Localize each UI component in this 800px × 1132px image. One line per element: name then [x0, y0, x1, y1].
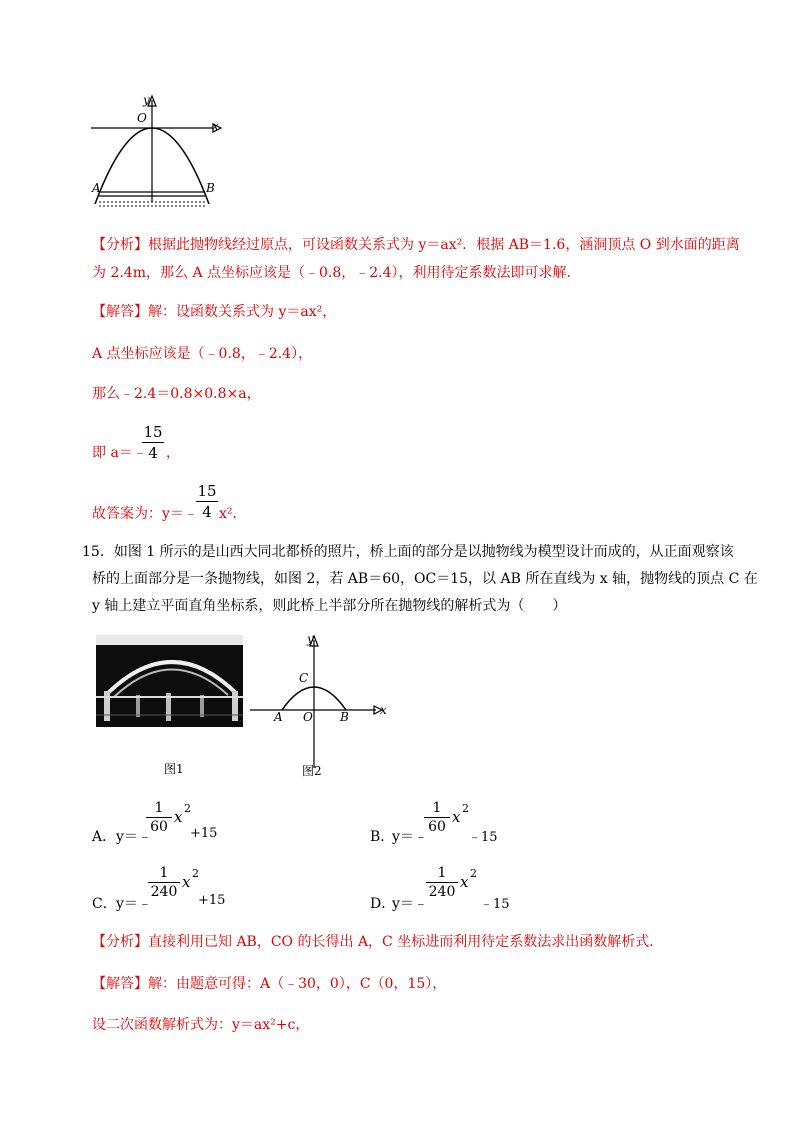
frac-bar: [424, 817, 450, 818]
fig2-x-label: x: [380, 703, 387, 717]
fig2-y-label: y: [307, 632, 314, 646]
option-x: x: [460, 873, 469, 891]
question-15-line3: y 轴上建立平面直角坐标系，则此桥上半部分所在抛物线的解析式为（ ）: [92, 598, 567, 614]
analysis-15: [92, 933, 663, 951]
fig2-b-label: B: [340, 710, 349, 724]
bridge-coordinate-figure: [248, 632, 388, 772]
option-c[interactable]: [92, 862, 352, 910]
option-exponent: 2: [192, 867, 199, 880]
option-a[interactable]: [92, 800, 352, 848]
answer-15-line1: [92, 975, 446, 993]
analysis-14-line2: 为 2.4m，那么 A 点坐标应该是（﹣0.8，﹣2.4），利用待定系数法即可求解．: [92, 265, 581, 281]
analysis-14-line1: [92, 236, 740, 254]
option-fraction: [148, 865, 180, 900]
option-x: x: [182, 873, 191, 891]
option-tail: ﹣15: [468, 830, 498, 845]
answer-14-line3: 那么﹣2.4＝0.8×0.8×a，: [92, 386, 261, 402]
answer-14-line1: [92, 303, 336, 321]
fig2-c-label: C: [299, 671, 309, 685]
frac-num: 15: [143, 423, 163, 441]
answer-14-line5-prefix: 故答案为：y＝﹣: [92, 506, 198, 522]
frac-den: 240: [428, 884, 456, 900]
option-letter: A．: [92, 829, 117, 845]
frac-den: 4: [148, 444, 158, 462]
option-exponent: 2: [184, 802, 191, 815]
frac-num: 15: [197, 482, 217, 500]
option-tail: ﹣15: [480, 897, 510, 912]
option-prefix: y＝﹣: [116, 896, 152, 912]
answer-15-line2: 设二次函数解析式为：y＝ax²+c，: [92, 1017, 310, 1033]
option-letter: B．: [370, 829, 395, 845]
fig1-x-label: x: [212, 119, 219, 133]
frac-num: 1: [154, 800, 164, 816]
culvert-parabola-figure: [85, 92, 225, 212]
answer-tag: 【解答】: [92, 304, 148, 320]
fig2-a-label: A: [274, 710, 283, 724]
frac-bar: [146, 817, 172, 818]
answer-tag: 【解答】: [92, 976, 148, 992]
option-fraction: [424, 800, 450, 835]
fig1-caption: 图1: [164, 762, 184, 776]
fraction-15-over-4-b: [196, 482, 218, 521]
frac-den: 60: [150, 819, 168, 835]
option-prefix: y＝﹣: [116, 829, 152, 845]
fig1-b-label: B: [206, 181, 215, 195]
answer-text: 解：设函数关系式为 y＝ax²，: [148, 304, 337, 320]
fig2-o-label: O: [303, 710, 313, 724]
analysis-tag: 【分析】: [92, 237, 148, 253]
option-d[interactable]: [370, 862, 630, 910]
fig1-o-label: O: [137, 111, 147, 125]
answer-14-line5-suffix: x²．: [219, 506, 247, 522]
option-prefix: y＝﹣: [392, 896, 428, 912]
option-fraction: [426, 865, 458, 900]
option-exponent: 2: [462, 802, 469, 815]
option-letter: D．: [370, 896, 396, 912]
answer-text: 解：由题意可得：A（﹣30，0），C（0，15），: [148, 976, 447, 992]
option-tail: +15: [190, 826, 218, 841]
option-tail: +15: [198, 893, 226, 908]
frac-num: 1: [437, 865, 447, 881]
answer-14-line4-suffix: ，: [166, 445, 180, 461]
question-15-line1: 15．如图 1 所示的是山西大同北都桥的照片，桥上面的部分是以抛物线为模型设计而成的，从正面观察该: [82, 544, 734, 560]
option-fraction: [146, 800, 172, 835]
option-prefix: y＝﹣: [392, 829, 428, 845]
answer-14-line2: A 点坐标应该是（﹣0.8，﹣2.4），: [92, 346, 313, 362]
answer-14-line4-prefix: 即 a＝﹣: [92, 445, 147, 461]
fig1-y-label: y: [143, 93, 150, 107]
frac-bar: [426, 882, 458, 883]
frac-den: 60: [428, 819, 446, 835]
analysis-text: 直接利用已知 AB，CO 的长得出 A，C 坐标进而利用待定系数法求出函数解析式．: [148, 934, 664, 950]
option-x: x: [174, 808, 183, 826]
fig1-a-label: A: [92, 181, 101, 195]
analysis-tag: 【分析】: [92, 934, 148, 950]
frac-num: 1: [432, 800, 442, 816]
frac-den: 240: [150, 884, 178, 900]
frac-bar: [196, 501, 218, 502]
option-b[interactable]: [370, 800, 630, 848]
frac-num: 1: [159, 865, 169, 881]
option-letter: C．: [92, 896, 117, 912]
fraction-15-over-4-a: [142, 423, 164, 462]
frac-bar: [148, 882, 180, 883]
analysis-text: 根据此抛物线经过原点，可设函数关系式为 y＝ax²．根据 AB＝1.6，涵洞顶点 O 到水面的距离: [148, 237, 740, 253]
option-x: x: [452, 808, 461, 826]
frac-den: 4: [202, 503, 212, 521]
question-15-line2: 桥的上面部分是一条抛物线，如图 2，若 AB＝60，OC＝15，以 AB 所在直线为 x 轴，抛物线的顶点 C 在: [92, 571, 758, 587]
fig2-caption: 图2: [302, 764, 322, 778]
frac-bar: [142, 442, 164, 443]
bridge-photo: [96, 635, 243, 727]
option-exponent: 2: [470, 867, 477, 880]
